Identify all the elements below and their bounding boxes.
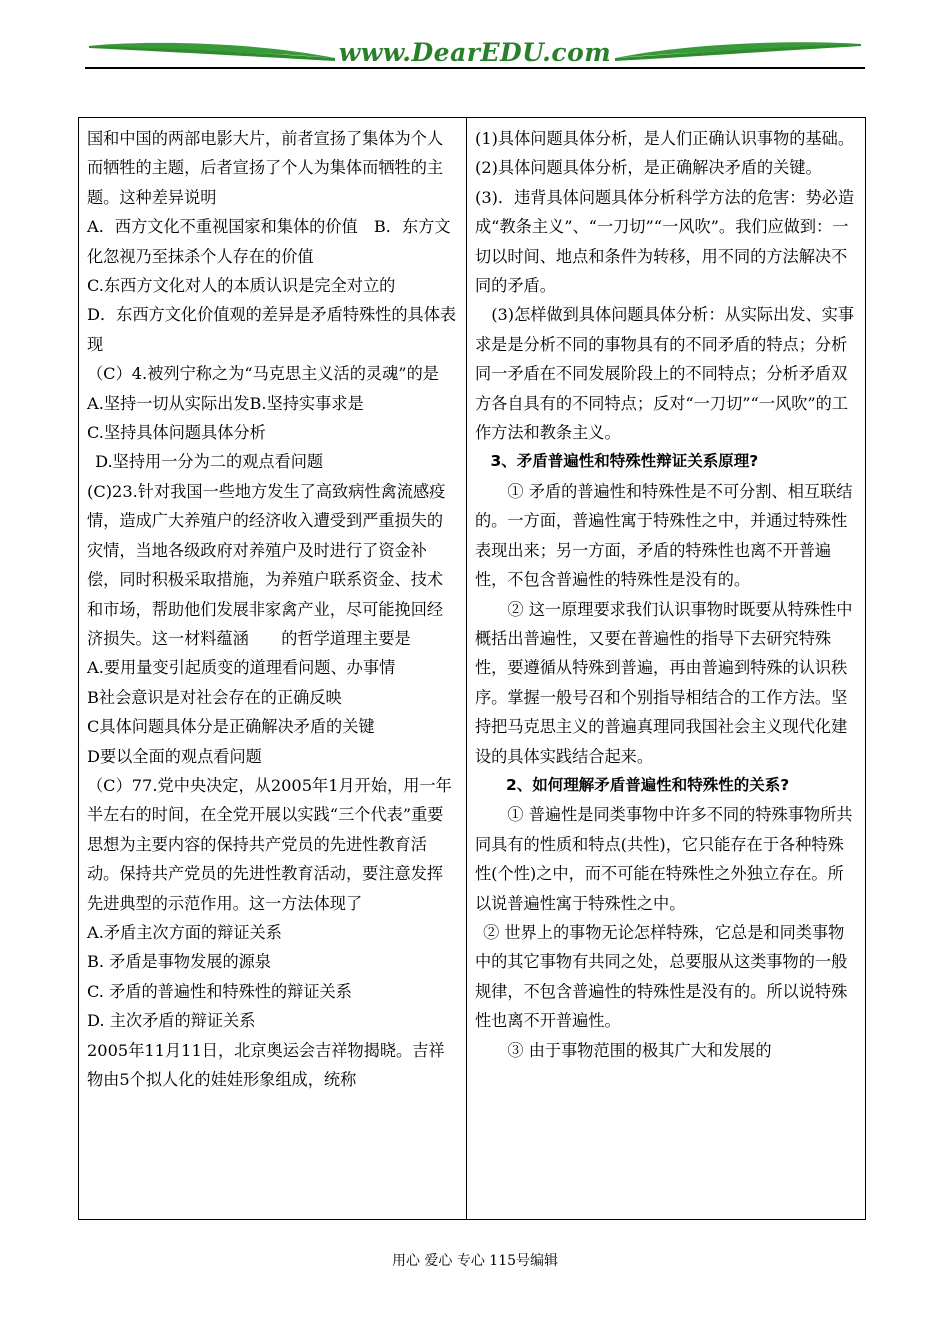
- option-c: C. 矛盾的普遍性和特殊性的辩证关系: [87, 981, 352, 1001]
- left-column: [79, 118, 467, 1219]
- point-1: ① 矛盾的普遍性和特殊性是不可分割、相互联结的。一方面，普遍性寓于特殊性之中，并通过特殊性表现出来；另一方面，矛盾的特殊性也离不开普遍性，不包含普遍性的特殊性是没有的。: [475, 481, 853, 590]
- option-d: D．东西方文化价值观的差异是矛盾特殊性的具体表现: [87, 305, 457, 354]
- point-3: ③ 由于事物范围的极其广大和发展的: [507, 1040, 772, 1060]
- option-a-b: A.坚持一切从实际出发B.坚持实事求是: [87, 393, 364, 413]
- paragraph-how-to: (3)怎样做到具体问题具体分析：从实际出发、实事求是是分析不同的事物具有的不同矛盾的特点；分析同一矛盾在不同发展阶段上的不同特点；分析矛盾双方各自具有的不同特点；反对“一刀切”“一风吹”的工作方法和教条主义。: [475, 305, 855, 443]
- page-header: [85, 34, 865, 76]
- option-a: A.矛盾主次方面的辩证关系: [87, 922, 282, 942]
- option-b: B社会意识是对社会存在的正确反映: [87, 687, 342, 707]
- option-d: D. 主次矛盾的辩证关系: [87, 1011, 256, 1031]
- section-heading-3: 3、矛盾普遍性和特殊性辩证关系原理?: [490, 452, 759, 471]
- point-2: ② 这一原理要求我们认识事物时既要从特殊性中概括出普遍性，又要在普遍性的指导下去研究特殊性，要遵循从特殊到普遍，再由普遍到特殊的认识秩序。掌握一般号召和个别指导相结合的工作方法。坚持把马克思主义的普遍真理同我国社会主义现代化建设的具体实践结合起来。: [475, 599, 853, 766]
- page-footer: 用心 爱心 专心 115号编辑: [391, 1253, 559, 1269]
- point-1: ① 普遍性是同类事物中许多不同的特殊事物所共同具有的性质和特点(共性)，它只能存在于各种特殊性(个性)之中，而不可能在特殊性之外独立存在。所以说普遍性寓于特殊性之中。: [475, 805, 853, 913]
- question-4: （C）4.被列宁称之为“马克思主义活的灵魂”的是: [87, 364, 439, 384]
- paragraph-analysis: (1)具体问题具体分析，是人们正确认识事物的基础。(2)具体问题具体分析，是正确解决矛盾的关键。(3)．违背具体问题具体分析科学方法的危害：势必造成“教条主义”、“一刀切”“一风吹”。我们应做到：一切以时间、地点和条件为转移，用不同的方法解决不同的矛盾。: [475, 129, 855, 296]
- site-logo[interactable]: www.DearEDU.com: [338, 38, 612, 67]
- question-23: (C)23.针对我国一些地方发生了高致病性禽流感疫情，造成广大养殖户的经济收入遭受到严重损失的灾情，当地各级政府对养殖户及时进行了资金补偿，同时积极采取措施，为养殖户联系资金、技术和市场，帮助他们发展非家禽产业，尽可能挽回经济损失。这一材料蕴涵 的哲学道理主要是: [87, 481, 446, 648]
- option-d: D.坚持用一分为二的观点看问题: [95, 452, 324, 472]
- option-c: C具体问题具体分是正确解决矛盾的关键: [87, 717, 375, 737]
- option-b: B. 矛盾是事物发展的源泉: [87, 952, 272, 972]
- header-divider: [85, 67, 865, 69]
- question-77: （C）77.党中央决定，从2005年1月开始，用一年半左右的时间，在全党开展以实践“三个代表”重要思想为主要内容的保持共产党员的先进性教育活动。保持共产党员的先进性教育活动，要注意发挥先进典型的示范作用。这一方法体现了: [87, 775, 452, 913]
- content-table: [78, 117, 866, 1220]
- option-c: C.坚持具体问题具体分析: [87, 423, 266, 443]
- right-column: [467, 118, 865, 1219]
- point-2: ② 世界上的事物无论怎样特殊，它总是和同类事物中的其它事物有共同之处，总要服从这类事物的一般规律，不包含普遍性的特殊性是没有的。所以说特殊性也离不开普遍性。: [475, 922, 848, 1031]
- paragraph-olympics: 2005年11月11日，北京奥运会吉祥物揭晓。吉祥物由5个拟人化的娃娃形象组成，统称: [87, 1040, 445, 1089]
- question-stem: 国和中国的两部电影大片，前者宣扬了集体为个人而牺牲的主题，后者宣扬了个人为集体而牺牲的主题。这种差异说明: [87, 129, 444, 207]
- option-a: A.要用量变引起质变的道理看问题、办事情: [87, 658, 396, 678]
- option-d: D要以全面的观点看问题: [87, 746, 262, 766]
- option-c: C.东西方文化对人的本质认识是完全对立的: [87, 276, 396, 296]
- section-heading-2: 2、如何理解矛盾普遍性和特殊性的关系?: [506, 775, 790, 794]
- option-a-b: A．西方文化不重视国家和集体的价值 B．东方文化忽视乃至抹杀个人存在的价值: [87, 217, 451, 266]
